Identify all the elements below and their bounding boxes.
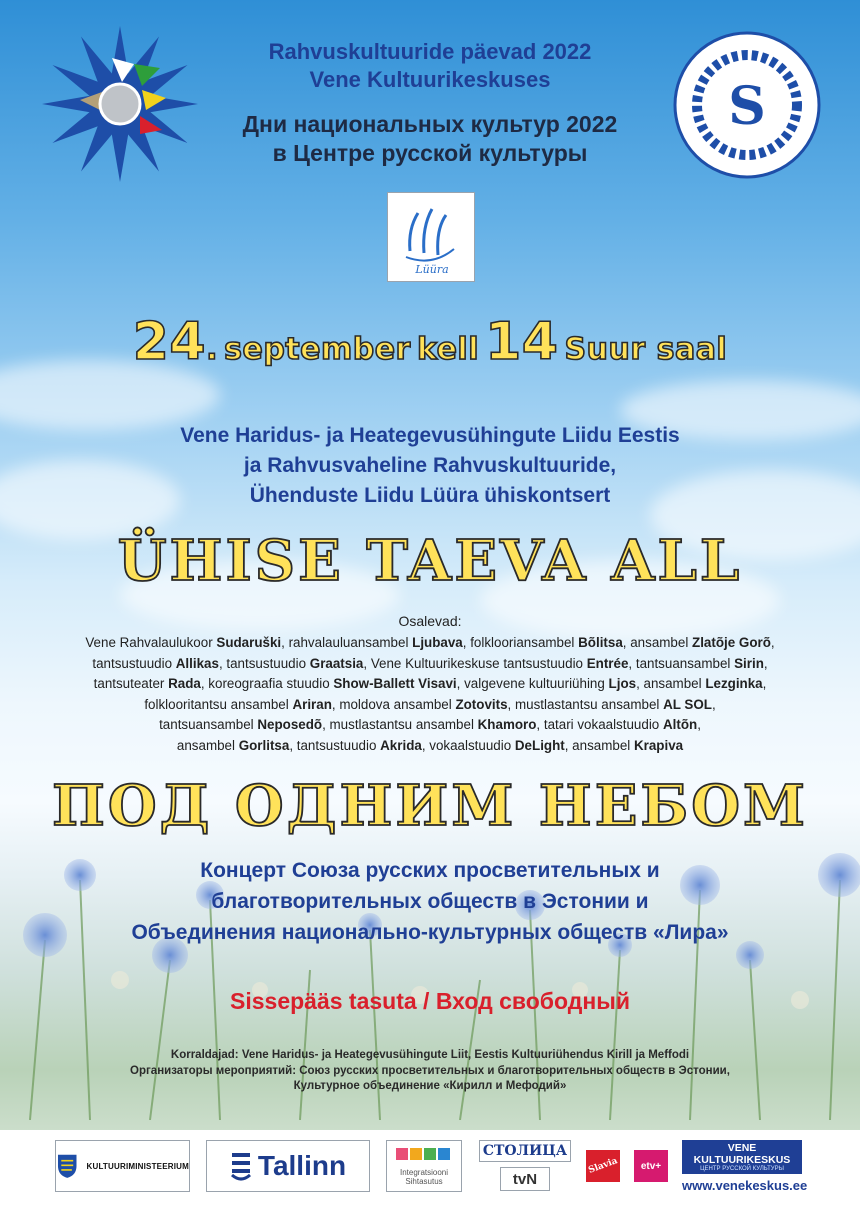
festival-title-ru — [0, 110, 860, 168]
tallinn-logo — [206, 1140, 370, 1192]
participant-type: , tantsustuudio — [218, 655, 310, 671]
kulturiministeerium-text: KULTUURIMINISTEERIUM — [86, 1161, 189, 1171]
slavia-logo — [586, 1150, 620, 1182]
participants-list — [0, 633, 860, 756]
participant-name: DeLight — [514, 737, 565, 753]
participant-type: , ansambel — [622, 635, 693, 650]
tallinn-text: Tallinn — [257, 1150, 347, 1181]
website-link[interactable]: www.venekeskus.ee — [682, 1178, 808, 1193]
concert-description-et-line: Vene Haridus- ja Heategevusühingute Liidu Eestis — [180, 424, 680, 447]
participants-line — [40, 715, 820, 736]
participant-type: , moldova ansambel — [331, 696, 456, 712]
lira-logo — [387, 192, 475, 282]
participant-name: Ljos — [608, 676, 637, 691]
participant-name: Lezginka — [705, 676, 763, 691]
participant-name: Sudaruški — [216, 635, 282, 650]
participant-type: folklooritantsu ansambel — [144, 696, 293, 712]
etv-plus-text: etv+ — [640, 1160, 662, 1172]
participant-type: tantsustuudio — [92, 655, 176, 671]
participant-name: Akrida — [380, 737, 422, 753]
vene-kultuurikeskus-text: VENE KULTUURIKESKUS — [693, 1142, 791, 1166]
organizers-credit — [0, 1048, 860, 1095]
participant-name: Gorlitsa — [238, 737, 290, 753]
participant-type: , vokaalstuudio — [421, 737, 515, 753]
participant-type: , koreograafia stuudio — [200, 676, 334, 691]
participant-name: Bõlitsa — [578, 635, 623, 650]
participant-type: , ansambel — [636, 676, 706, 691]
slavia-text: Slavia — [587, 1156, 619, 1176]
festival-title-ru-line2: в Центре русской культуры — [272, 140, 588, 166]
participants-line — [40, 695, 820, 716]
participant-name: Entrée — [586, 655, 629, 671]
tvn-text: tvN — [512, 1170, 538, 1188]
participant-name: Neposedõ — [257, 717, 323, 732]
organizers-credit-line: Культурное объединение «Кирилл и Мефодий» — [293, 1080, 567, 1092]
event-day-dot: . — [206, 332, 219, 367]
participant-name: Show-Ballett Visavi — [333, 676, 457, 691]
concert-description-et-line: Ühenduste Liidu Lüüra ühiskontsert — [249, 484, 611, 507]
participant-name: Krapiva — [633, 737, 684, 753]
participant-type: , — [711, 696, 716, 712]
participant-type: , — [770, 635, 775, 650]
participant-type: ansambel — [176, 737, 239, 753]
vene-kultuurikeskus-subtext: ЦЕНТР РУССКОЙ КУЛЬТУРЫ — [700, 1166, 784, 1172]
participant-type: , ansambel — [564, 737, 634, 753]
participant-type: Vene Rahvalaulukoor — [85, 635, 217, 650]
organizers-credit-line: Организаторы мероприятий: Союз русских просветительных и благотворительных обществ в Эстонии, — [130, 1064, 730, 1077]
participant-type: , mustlastantsu ansambel — [322, 717, 478, 732]
event-hall: Suur saal — [564, 332, 728, 367]
participant-name: Sirin — [734, 655, 764, 671]
participant-name: Rada — [168, 676, 201, 691]
lira-logo-text: Lüüra — [415, 263, 449, 276]
event-kell: kell — [416, 332, 479, 367]
participants-line — [40, 654, 820, 675]
participants-line — [40, 633, 820, 654]
participant-name: Ariran — [292, 696, 332, 712]
tvn-logo — [500, 1167, 550, 1191]
participants-line — [40, 674, 820, 695]
event-day: 24 — [132, 312, 207, 372]
svg-text:S: S — [728, 76, 766, 137]
integratsiooni-sihtasutus-logo — [386, 1140, 462, 1192]
concert-description-ru — [0, 855, 860, 948]
participant-type: tantsuteater — [93, 676, 169, 691]
festival-title-ru-line1: Дни национальных культур 2022 — [242, 111, 618, 137]
participant-type: , rahvalauluansambel — [281, 635, 413, 650]
participant-type: , tatari vokaalstuudio — [536, 717, 663, 732]
participant-type: , — [762, 676, 767, 691]
participant-name: Khamoro — [477, 717, 537, 732]
concert-description-ru-line: Объединения национально-культурных обществ «Лира» — [131, 921, 729, 944]
concert-description-et-line: ja Rahvusvaheline Rahvuskultuuride, — [243, 454, 617, 477]
stolica-logo — [479, 1140, 571, 1162]
participant-name: Zlatõje Gorõ — [692, 635, 771, 650]
participant-type: , — [697, 717, 701, 732]
participant-name: Altõn — [662, 717, 698, 732]
puzzle-people-icon — [394, 1146, 454, 1168]
participant-type: , tantsustuudio — [289, 737, 381, 753]
free-entry-note: Sissepääs tasuta / Вход свободный — [230, 988, 630, 1014]
vene-kultuurikeskus-logo — [682, 1140, 802, 1174]
stolica-text: СТОЛИЦА — [482, 1143, 568, 1159]
concert-title-ru: ПОД ОДНИМ НЕБОМ — [51, 773, 809, 839]
estonian-coat-of-arms-icon — [56, 1146, 78, 1186]
integratsiooni-text: Integratsiooni Sihtasutus — [399, 1168, 449, 1186]
concert-title-et: ÜHISE TAEVA ALL — [117, 528, 743, 594]
participant-type: , — [763, 655, 768, 671]
participants-label: Osalevad: — [398, 613, 462, 629]
lira-logo-icon — [388, 193, 474, 281]
participant-type: , valgevene kultuuriühing — [456, 676, 609, 691]
concert-description-ru-line: Концерт Союза русских просветительных и — [200, 859, 660, 882]
kulturiministeerium-logo — [55, 1140, 190, 1192]
participant-name: Allikas — [175, 655, 219, 671]
participant-type: , tantsuansambel — [628, 655, 735, 671]
etv-plus-logo — [634, 1150, 668, 1182]
participant-name: Zotovits — [455, 696, 508, 712]
participant-name: Graatsia — [309, 655, 364, 671]
participant-name: Ljubava — [412, 635, 463, 650]
festival-title-et-line2: Vene Kultuurikeskuses — [309, 67, 551, 92]
festival-title-et — [0, 38, 860, 94]
participant-name: AL SOL — [663, 696, 712, 712]
concert-description-et — [0, 421, 860, 511]
concert-description-ru-line: благотворительных обществ в Эстонии и — [211, 890, 649, 913]
event-hour: 14 — [485, 312, 559, 372]
participants-line — [40, 736, 820, 757]
event-month: september — [224, 332, 411, 367]
participant-type: , Vene Kultuurikeskuse tantsustuudio — [363, 655, 587, 671]
tallinn-emblem-icon — [230, 1151, 252, 1181]
festival-title-et-line1: Rahvuskultuuride päevad 2022 — [268, 39, 592, 64]
event-date-time — [0, 312, 860, 372]
organizers-credit-line: Korraldajad: Vene Haridus- ja Heategevusühingute Liit, Eestis Kultuuriühendus Kirill ja Meffodi — [170, 1049, 690, 1061]
participant-type: , folklooriansambel — [462, 635, 579, 650]
participant-type: tantsuansambel — [159, 717, 258, 732]
participant-type: , mustlastantsu ansambel — [507, 696, 664, 712]
